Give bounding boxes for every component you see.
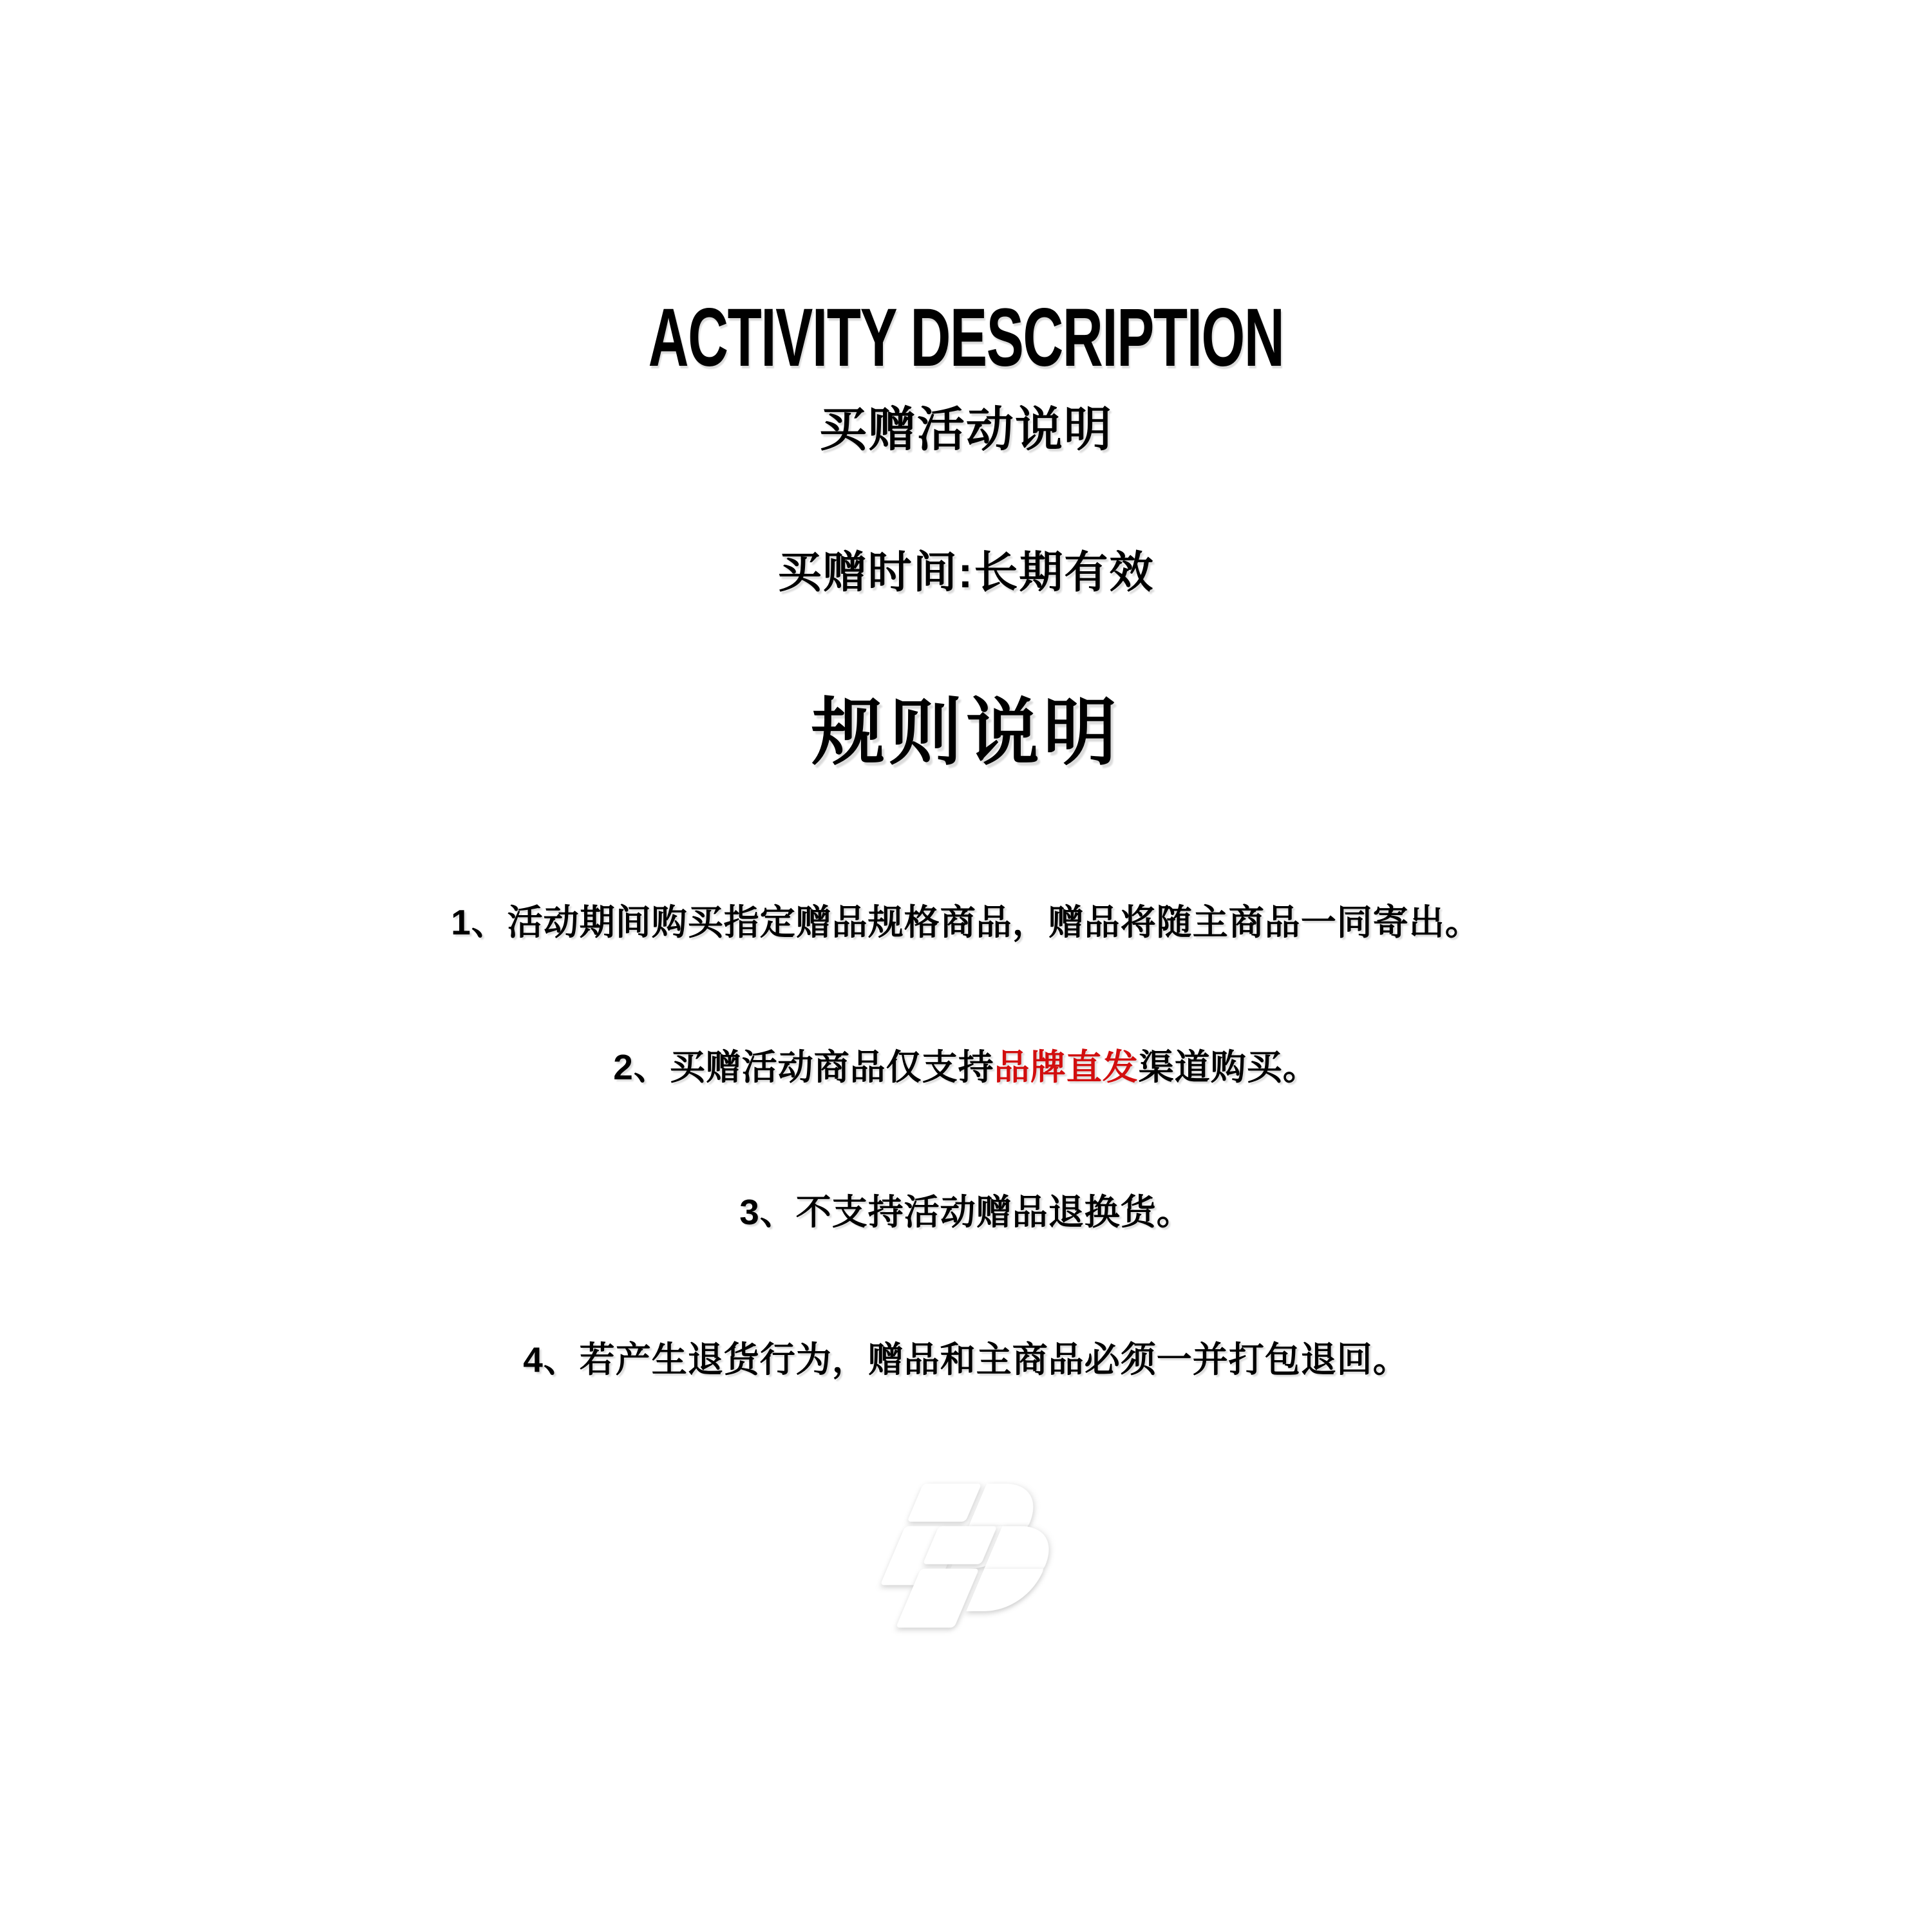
- rule-item-3: [0, 1192, 1932, 1232]
- page-title-en: ACTIVITY DESCRIPTION: [648, 292, 1284, 384]
- rule-4-text: 4、若产生退货行为，赠品和主商品必须一并打包退回。: [523, 1340, 1409, 1379]
- page-title-cn: 买赠活动说明: [819, 402, 1113, 456]
- rule-3-text: 3、不支持活动赠品退换货。: [739, 1192, 1193, 1232]
- rules-heading: 规则说明: [811, 692, 1121, 774]
- pp-monogram-watermark-icon: [863, 1480, 1082, 1640]
- rule-1-text: 1、活动期间购买指定赠品规格商品，赠品将随主商品一同寄出。: [451, 902, 1481, 942]
- rule-2-text: 2、买赠活动商品仅支持: [613, 1047, 994, 1087]
- rule-item-1: [0, 902, 1932, 942]
- rule-2-highlight: 品牌直发: [994, 1047, 1139, 1087]
- rule-item-2: [0, 1047, 1932, 1087]
- promo-time-line: 买赠时间:长期有效: [777, 548, 1155, 597]
- rule-item-4: [0, 1342, 1932, 1378]
- rule-2-text-after: 渠道购买。: [1138, 1047, 1319, 1087]
